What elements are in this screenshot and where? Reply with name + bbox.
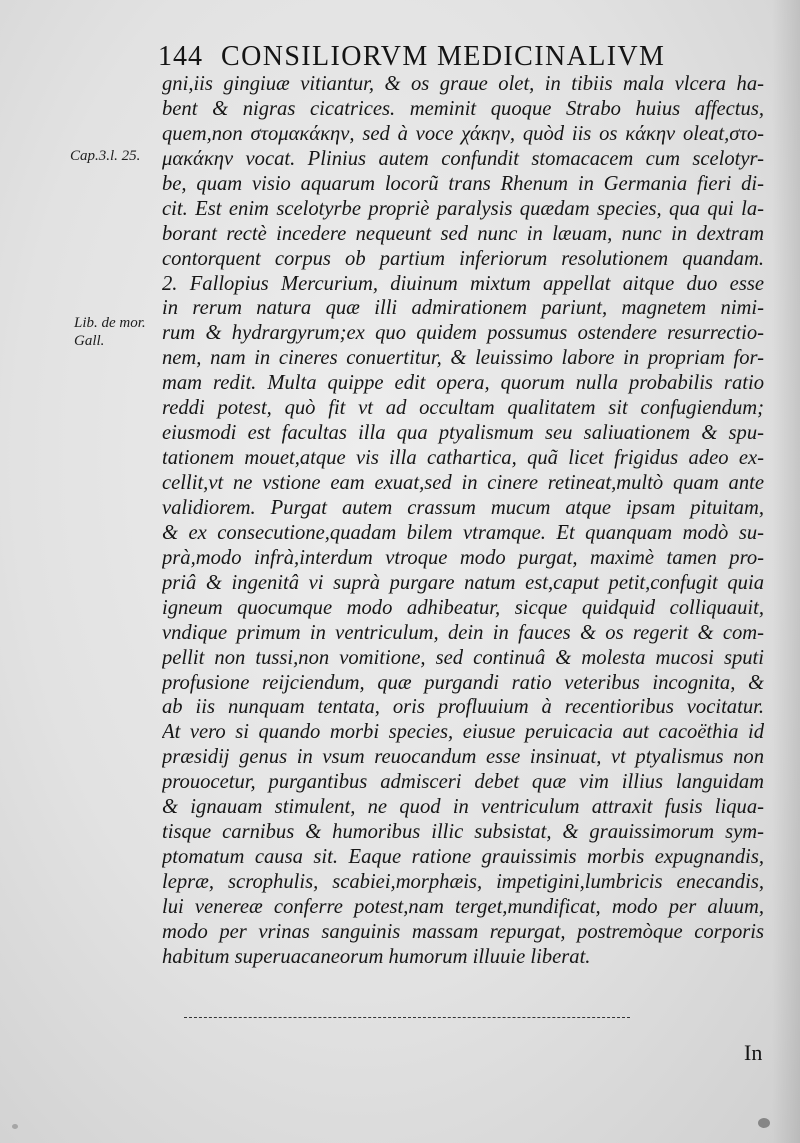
- text-line: contorquent corpus ob partium inferiorum resolutionem quandam.: [162, 247, 764, 270]
- running-title: CONSILIORVM MEDICINALIVM: [221, 41, 666, 72]
- text-line: μακάκην vocat. Plinius autem confundit stomacacem cum scelotyr-: [162, 147, 764, 170]
- text-line: gni,iis gingiuæ vitiantur, & os graue olet, in tibiis mala vlcera ha-: [162, 73, 764, 95]
- text-line: mam redit. Multa quippe edit opera, quorum nulla probabilis ratio: [162, 372, 764, 395]
- text-line: ab iis nunquam tentata, oris profluuium à recentioribus vocitatur.: [162, 696, 764, 719]
- text-line: nem, nam in cineres conuertitur, & leuissimo labore in propriam for-: [162, 347, 764, 370]
- text-line: & ex consecutione,quadam bilem vtramque. Et quanquam modò su-: [162, 521, 764, 544]
- text-line: pellit non tussi,non vomitione, sed continuâ & molesta mucosi sputi: [162, 646, 764, 669]
- marginal-note: Lib. de mor. Gall.: [74, 315, 146, 349]
- marginal-note: Cap.3.l. 25.: [70, 148, 141, 164]
- catchword: In: [744, 1040, 763, 1065]
- text-line: cit. Est enim scelotyrbe propriè paralysis quædam species, qua qui la-: [162, 197, 764, 220]
- ink-smudge: [758, 1118, 770, 1128]
- text-line: ptomatum causa sit. Eaque ratione grauissimis morbis expugnandis,: [162, 846, 764, 869]
- text-line: profusione reijciendum, quæ purgandi ratio veteribus incognita, &: [162, 671, 764, 694]
- text-line: habitum superuacaneorum humorum illuuie liberat.: [162, 945, 591, 968]
- running-head: [158, 40, 718, 74]
- text-line: lepræ, scrophulis, scabiei,morphæis, impetigini,lumbricis enecandis,: [162, 871, 764, 893]
- text-line: quem,non στομακάκην, sed à voce χάκην, quòd iis os κάκην oleat,στο-: [162, 122, 764, 145]
- text-line: modo per vrinas sanguinis massam repurgat, postremòque corporis: [162, 920, 764, 943]
- text-line: borant rectè incedere nequeunt sed nunc in læuam, nunc in dextram: [162, 222, 764, 245]
- body-text: [162, 72, 764, 970]
- text-line: tisque carnibus & humoribus illic subsistat, & grauissimorum sym-: [162, 821, 764, 844]
- text-line: eiusmodi est facultas illa qua ptyalismum seu saliuationem & spu-: [162, 422, 764, 445]
- text-line: & ignauam stimulent, ne quod in ventriculum attraxit fusis liqua-: [162, 796, 764, 819]
- text-line: rum & hydrargyrum;ex quo quidem possumus ostendere resurrectio-: [162, 322, 764, 345]
- text-line: prouocetur, purgantibus admisceri debet quæ vim illius languidam: [162, 771, 764, 794]
- text-line: priâ & ingenitâ vi suprà purgare natum est,caput petit,confugit quia: [162, 571, 764, 594]
- text-line: reddi potest, quò fit vt ad occultam qualitatem sit confugiendum;: [162, 397, 764, 420]
- text-line: 2. Fallopius Mercurium, diuinum mixtum appellat aitque duo esse: [162, 272, 764, 295]
- ink-smudge: [12, 1124, 18, 1129]
- page-number: 144: [158, 41, 203, 72]
- text-line: cellit,vt ne vstione eam exuat,sed in cinere retineat,multò quam ante: [162, 472, 764, 494]
- text-line: prà,modo infrà,interdum vtroque modo purgat, maximè tamen pro-: [162, 546, 764, 569]
- text-line: tationem mouet,atque vis illa cathartica, quã licet frigidus adeo ex-: [162, 447, 764, 470]
- text-line: validiorem. Purgat autem crassum mucum atque ipsam pituitam,: [162, 496, 764, 519]
- text-line: in rerum natura quæ illi admirationem pariunt, magnetem nimi-: [162, 297, 764, 320]
- text-line: lui venereæ conferre potest,nam terget,mundificat, modo per aluum,: [162, 895, 764, 918]
- text-line: be, quam visio aquarum locorũ trans Rhenum in Germania fieri di-: [162, 172, 764, 195]
- text-line: vndique primum in ventriculum, dein in fauces & os regerit & com-: [162, 621, 764, 644]
- text-line: præsidij genus in vsum reuocandum esse insinuat, vt ptyalismus non: [162, 746, 764, 769]
- page-edge-shadow: [772, 0, 800, 1143]
- text-line: igneum quocumque modo adhibeatur, sicque quidquid colliquauit,: [162, 596, 764, 619]
- ink-underline-mark: [184, 1017, 630, 1018]
- text-line: bent & nigras cicatrices. meminit quoque Strabo huius affectus,: [162, 97, 764, 120]
- text-line: At vero si quando morbi species, eiusue peruicacia aut cacoëthia id: [162, 721, 764, 744]
